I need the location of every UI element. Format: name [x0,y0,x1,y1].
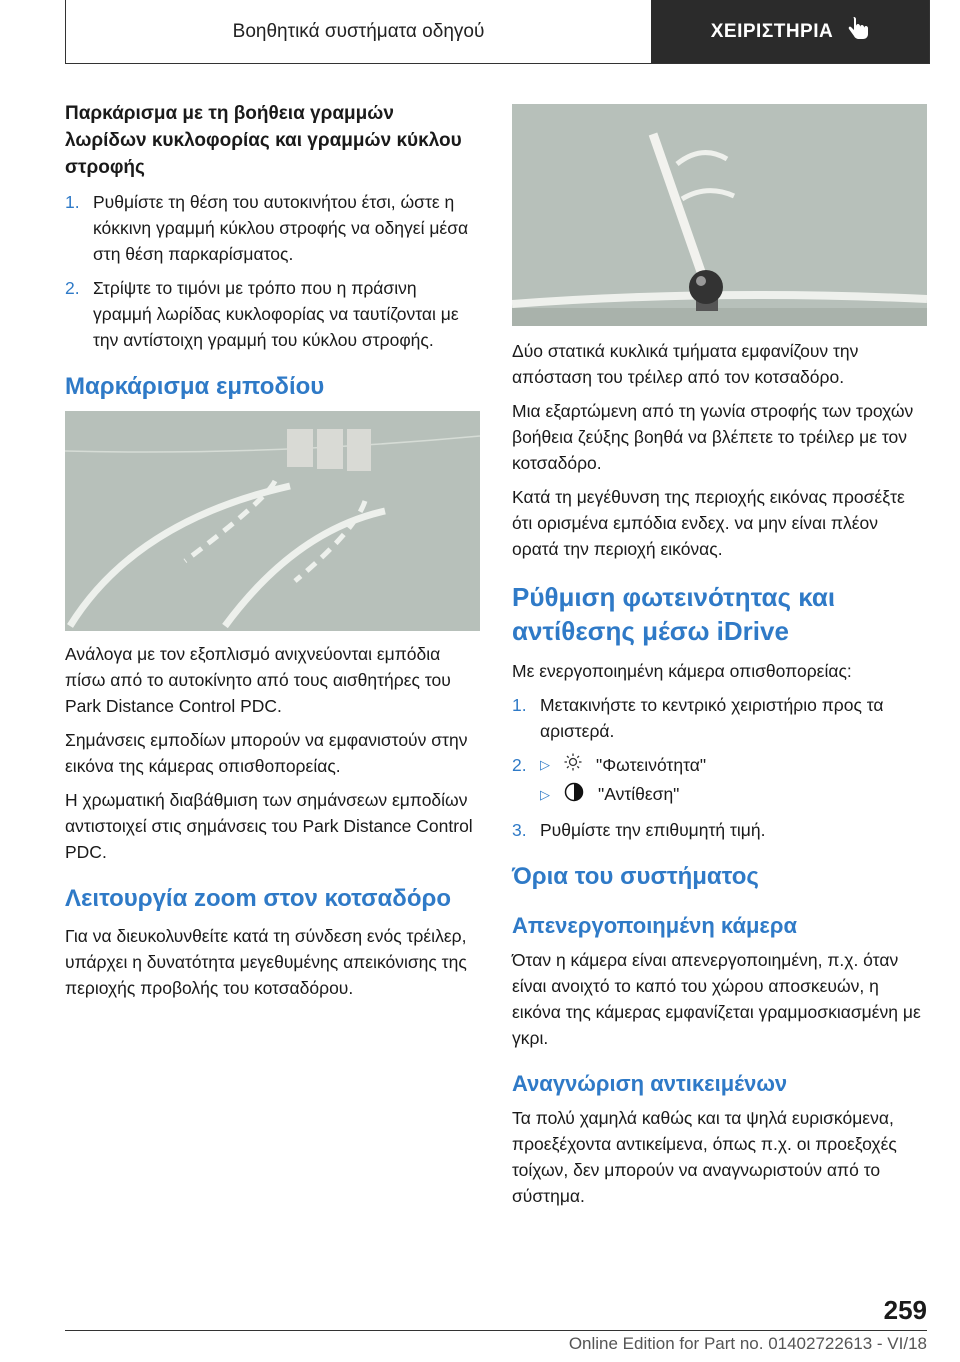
step-number: 2. [512,755,527,775]
step-number: 1. [512,695,527,715]
recognition-paragraph: Τα πολύ χαμηλά καθώς και τα ψηλά ευρισκόμενα, προεξέχοντα αντικείμενα, όπως π.χ. οι προεξοχές τοίχων, δεν μπορούν να αναγνωριστούν από το σύστημα. [512,1108,897,1206]
triangle-icon: ▷ [540,757,550,772]
chapter-tab-label: ΧΕΙΡΙΣΤΗΡΙΑ [710,20,834,42]
limits-heading: Όρια του συστήματος [512,863,759,890]
page-number: 259 [883,1295,927,1325]
list-item [65,189,480,267]
hitch-paragraph-2: Μια εξαρτώμενη από τη γωνία στροφής των τροχών βοήθεια ζεύξης βοηθά να βλέπετε το τρέιλερ με τον κοτσαδόρο. [512,401,914,473]
hitch-paragraph-3: Κατά τη μεγέθυνση της περιοχής εικόνας προσέξτε ότι ορισμένα εμπόδια ενδεχ. να μην είναι πλέον ορατά την περιοχή εικόνας. [512,487,905,559]
page-header [65,0,930,64]
contrast-icon [564,782,584,807]
step-number: 1. [65,192,80,212]
recognition-heading: Αναγνώριση αντικειμένων [512,1071,788,1096]
brightness-icon [564,752,582,778]
hitch-paragraph-1: Δύο στατικά κυκλικά τμήματα εμφανίζουν την απόσταση του τρέιλερ από τον κοτσαδόρο. [512,341,859,387]
step-text: Ρυθμίστε την επιθυμητή τιμή. [540,820,766,840]
right-column [512,104,927,1217]
obstacle-heading: Μαρκάρισμα εμποδίου [65,373,325,400]
triangle-icon: ▷ [540,786,550,802]
disabled-camera-heading: Απενεργοποιημένη κάμερα [512,913,798,938]
step-text: Ρυθμίστε τη θέση του αυτοκινήτου έτσι, ώστε η κόκκινη γραμμή κύκλου στροφής να οδηγεί μέσα στη θέση παρκαρίσματος. [93,192,469,264]
contrast-option: "Αντίθεση" [598,784,680,804]
list-item [512,817,927,843]
edition-note: Online Edition for Part no. 01402722613 - VI/18 [568,1334,927,1353]
list-item [512,752,927,778]
step-number: 3. [512,820,527,840]
list-item [512,692,927,744]
chapter-tab [651,0,929,63]
step-text: Στρίψτε το τιμόνι με τρόπο που η πράσινη γραμμή λωρίδας κυκλοφορίας να ταυτίζονται με την αντίστοιχη γραμμή του κύκλου στροφής. [93,278,459,350]
parking-heading: Παρκάρισμα με τη βοήθεια γραμμών λωρίδων κυκλοφορίας και γραμμών κύκλου στροφής [65,103,462,178]
brightness-heading: Ρύθμιση φωτεινότητας και αντίθεσης μέσω iDrive [512,582,836,646]
obstacle-paragraph-1: Ανάλογα με τον εξοπλισμό ανιχνεύονται εμπόδια πίσω από το αυτοκίνητο από τους αισθητήρες του Park Distance Control PDC. [65,644,451,716]
footer-divider [65,1330,927,1331]
brightness-option: "Φωτεινότητα" [596,755,707,775]
list-item [65,275,480,353]
step-text: Μετακινήστε το κεντρικό χειριστήριο προς τα αριστερά. [540,695,884,741]
step-number: 2. [65,278,80,298]
list-item [540,782,927,807]
section-title: Βοηθητικά συστήματα οδηγού [232,20,485,42]
disabled-camera-paragraph: Όταν η κάμερα είναι απενεργοποιημένη, π.χ. όταν είναι ανοιχτό το καπό του χώρου αποσκευών, η εικόνα της κάμερας εμφανίζεται γραμμοσκιασμένη με γκρι. [512,950,921,1048]
obstacle-marking-image [65,411,480,631]
hand-pointer-icon [847,17,869,47]
zoom-heading: Λειτουργία zoom στον κοτσαδόρο [65,885,452,912]
brightness-intro: Με ενεργοποιημένη κάμερα οπισθοπορείας: [512,661,852,681]
left-column [65,100,480,1009]
zoom-paragraph: Για να διευκολυνθείτε κατά τη σύνδεση ενός τρέιλερ, υπάρχει η δυνατότητα μεγεθυμένης απεικόνισης της περιοχής προβολής του κοτσαδόρου. [65,926,467,998]
obstacle-paragraph-2: Σημάνσεις εμποδίων μπορούν να εμφανιστούν στην εικόνα της κάμερας οπισθοπορείας. [65,730,468,776]
obstacle-paragraph-3: Η χρωματική διαβάθμιση των σημάνσεων εμποδίων αντιστοιχεί στις σημάνσεις του Park Distance Control PDC. [65,790,473,862]
trailer-hitch-image [512,104,927,326]
